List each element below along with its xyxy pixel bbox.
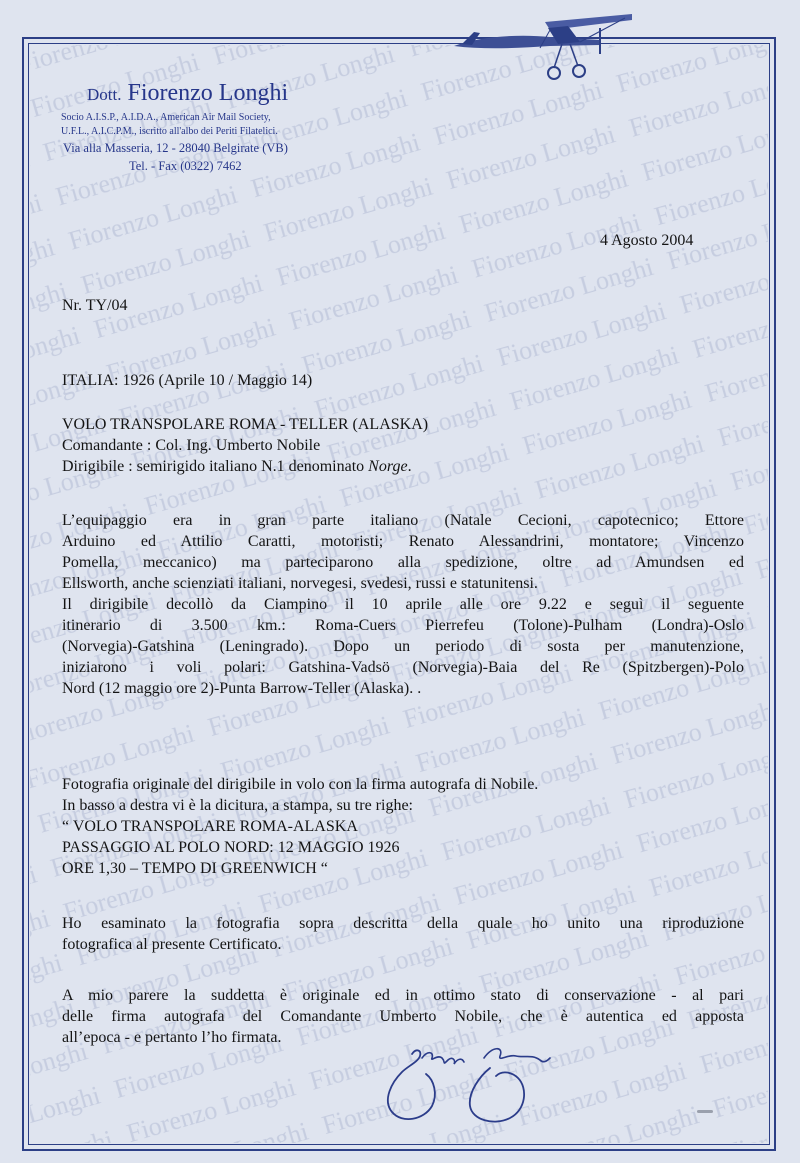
letterhead-name: Fiorenzo Longhi bbox=[127, 80, 289, 106]
itinerary-line-3: (Norvegia)-Gatshina (Leningrado). Dopo un periodo di sosta per manutenzione, bbox=[62, 638, 744, 655]
letterhead-name-line bbox=[87, 78, 385, 110]
crew-line-3: Pomella, meccanico) ma parteciparono alla spedizione, oltre ad Amundsen ed bbox=[62, 554, 744, 571]
subject-line: ITALIA: 1926 (Aprile 10 / Maggio 14) bbox=[62, 372, 313, 389]
opinion-line-3: all’epoca - e pertanto l’ho firmata. bbox=[62, 1029, 282, 1046]
paper-mark bbox=[697, 1110, 713, 1113]
photo-description bbox=[62, 774, 744, 879]
photo-line-4: PASSAGGIO AL POLO NORD: 12 MAGGIO 1926 bbox=[62, 839, 400, 856]
letterhead bbox=[55, 78, 385, 174]
commander-line: Comandante : Col. Ing. Umberto Nobile bbox=[62, 437, 321, 454]
photo-line-2: In basso a destra vi è la dicitura, a stampa, su tre righe: bbox=[62, 797, 413, 814]
letterhead-phone: Tel. - Fax (0322) 7462 bbox=[129, 159, 242, 173]
document-date: 4 Agosto 2004 bbox=[600, 232, 694, 249]
itinerary-line-2: itinerario di 3.500 km.: Roma-Cuers Pierrefeu (Tolone)-Pulham (Londra)-Oslo bbox=[62, 617, 744, 634]
crew-line-2: Arduino ed Attilio Caratti, motoristi; Renato Alessandrini, montatore; Vincenzo bbox=[62, 533, 744, 550]
opinion-line-1: A mio parere la suddetta è originale ed in ottimo stato di conservazione - al pari bbox=[62, 987, 744, 1004]
airship-line bbox=[62, 456, 744, 477]
flight-title: VOLO TRANSPOLARE ROMA - TELLER (ALASKA) bbox=[62, 416, 429, 433]
monoplane-icon bbox=[450, 6, 635, 88]
airship-suffix: . bbox=[407, 458, 412, 475]
letterhead-address: Via alla Masseria, 12 - 28040 Belgirate (VB) bbox=[63, 141, 288, 155]
airship-prefix: Dirigibile : semirigido italiano N.1 denominato bbox=[62, 458, 369, 475]
opinion-line-2: delle firma autografa del Comandante Umberto Nobile, che è autentica ed apposta bbox=[62, 1008, 744, 1025]
letterhead-memberships-1: Socio A.I.S.P., A.I.D.A., American Air Mail Society, bbox=[61, 112, 271, 123]
opinion-paragraph bbox=[62, 985, 744, 1048]
examination-line-2: fotografica al presente Certificato. bbox=[62, 936, 282, 953]
crew-line-4: Ellsworth, anche scienziati italiani, norvegesi, svedesi, russi e statunitensi. bbox=[62, 575, 538, 592]
itinerary-line-5: Nord (12 maggio ore 2)-Punta Barrow-Teller (Alaska). . bbox=[62, 680, 422, 697]
photo-line-5: ORE 1,30 – TEMPO DI GREENWICH “ bbox=[62, 860, 328, 877]
flight-details bbox=[62, 414, 744, 477]
airship-name: Norge bbox=[368, 458, 408, 475]
letterhead-title: Dott. bbox=[87, 85, 122, 104]
examination-paragraph bbox=[62, 913, 744, 955]
handwritten-signature bbox=[372, 1040, 554, 1130]
itinerary-line-1: Il dirigibile decollò da Ciampino il 10 aprile alle ore 9.22 e seguì il seguente bbox=[62, 596, 744, 613]
itinerary-line-4: iniziarono i voli polari: Gatshina-Vadsö (Norvegia)-Baia del Re (Spitzbergen)-Polo bbox=[62, 659, 744, 676]
crew-line-1: L’equipaggio era in gran parte italiano (Natale Cecioni, capotecnico; Ettore bbox=[62, 512, 744, 529]
reference-number: Nr. TY/04 bbox=[62, 297, 128, 314]
crew-paragraph bbox=[62, 510, 744, 699]
letterhead-memberships-2: U.F.L., A.I.C.P.M., iscritto all'albo dei Periti Filatelici. bbox=[61, 126, 278, 137]
photo-line-1: Fotografia originale del dirigibile in volo con la firma autografa di Nobile. bbox=[62, 776, 539, 793]
photo-line-3: “ VOLO TRANSPOLARE ROMA-ALASKA bbox=[62, 818, 358, 835]
examination-line-1: Ho esaminato la fotografia sopra descritta della quale ho unito una riproduzione bbox=[62, 915, 744, 932]
